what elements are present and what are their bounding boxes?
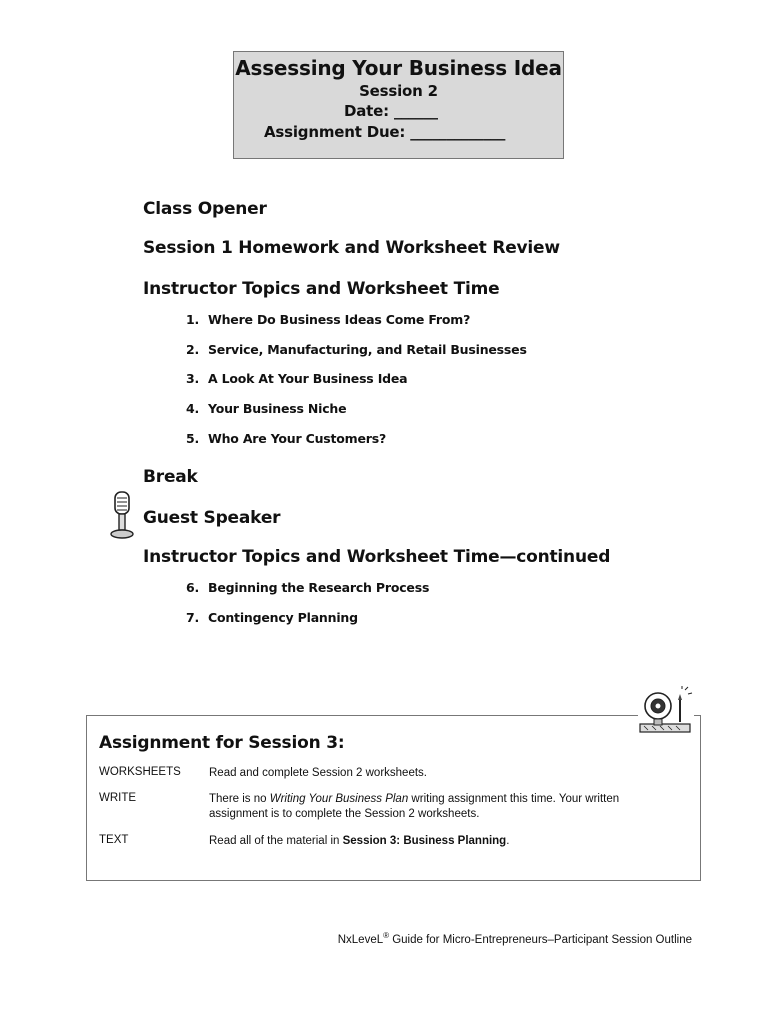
footer-text: Guide for Micro-Entrepreneurs–Participant Session Outline	[389, 933, 692, 946]
microphone-icon	[108, 490, 138, 542]
assignment-due-line: Assignment Due: _____________	[264, 123, 506, 141]
list-item	[186, 610, 358, 625]
item-text: A Look At Your Business Idea	[208, 371, 408, 386]
assignment-title: Assignment for Session 3:	[99, 733, 345, 753]
footer-brand: NxLeveL	[337, 933, 384, 946]
instructor-topics-heading: Instructor Topics and Worksheet Time	[143, 279, 500, 299]
item-text: Your Business Niche	[208, 401, 347, 416]
worksheets-text: Read and complete Session 2 worksheets.	[209, 767, 427, 779]
list-item	[186, 401, 346, 416]
break-heading: Break	[143, 467, 198, 487]
write-text-part: There is no	[209, 793, 270, 805]
session-label: Session 2	[359, 82, 438, 100]
write-text	[209, 792, 669, 822]
item-number: 5.	[186, 431, 200, 446]
list-item	[186, 312, 470, 327]
text-text-part: .	[506, 835, 510, 847]
worksheets-label: WORKSHEETS	[99, 766, 181, 778]
footer	[338, 931, 692, 946]
write-label: WRITE	[99, 792, 137, 804]
text-label: TEXT	[99, 834, 129, 846]
page-title: Assessing Your Business Idea	[235, 56, 562, 80]
item-number: 6.	[186, 580, 200, 595]
item-text: Where Do Business Ideas Come From?	[208, 312, 471, 327]
class-opener-heading: Class Opener	[143, 199, 267, 219]
item-text: Contingency Planning	[208, 610, 358, 625]
text-text	[209, 834, 669, 849]
write-text-italic: Writing Your Business Plan	[269, 793, 409, 805]
assignment-box	[86, 715, 701, 881]
item-number: 1.	[186, 312, 200, 327]
item-number: 2.	[186, 342, 200, 357]
item-number: 4.	[186, 401, 200, 416]
pencil-sharpener-icon	[638, 686, 694, 736]
title-box	[233, 51, 564, 159]
list-item	[186, 580, 429, 595]
text-text-part: Read all of the material in	[209, 835, 343, 847]
text-text-bold: Session 3: Business Planning	[342, 835, 507, 847]
homework-review-heading: Session 1 Homework and Worksheet Review	[143, 238, 560, 258]
item-number: 7.	[186, 610, 200, 625]
instructor-topics-continued-heading: Instructor Topics and Worksheet Time—continued	[143, 547, 611, 567]
list-item	[186, 342, 527, 357]
date-line: Date: ______	[344, 102, 438, 120]
item-text: Who Are Your Customers?	[208, 431, 387, 446]
list-item	[186, 371, 407, 386]
item-number: 3.	[186, 371, 200, 386]
list-item	[186, 431, 386, 446]
write-text-part: writing assignment this time. Your written assignment is to complete the Session 2 worksheets.	[209, 793, 620, 820]
registered-mark: ®	[383, 931, 390, 940]
guest-speaker-heading: Guest Speaker	[143, 508, 281, 528]
item-text: Beginning the Research Process	[208, 580, 430, 595]
item-text: Service, Manufacturing, and Retail Businesses	[208, 342, 527, 357]
